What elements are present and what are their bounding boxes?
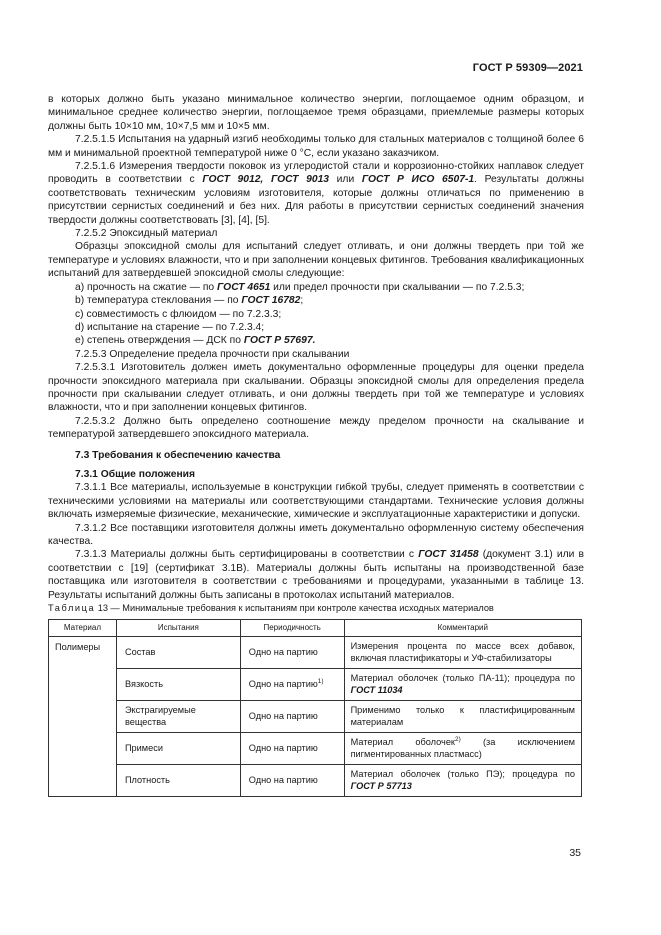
table-row <box>49 733 582 765</box>
list-item: d) испытание на старение — по 7.2.3.4; <box>75 321 265 333</box>
standard-reference: ГОСТ 16782 <box>241 295 301 307</box>
comment-cell: Применимо только к пластифицированным материалам <box>344 701 581 733</box>
test-cell: Экстрагируемые вещества <box>116 701 240 733</box>
table-row <box>49 701 582 733</box>
list-item-text: ; <box>300 295 304 307</box>
paragraph: 7.2.5.3.2 Должно быть определено соотношение между пределом прочности на скалывание и температурой затвердевшего эпоксидного материала. <box>48 415 584 441</box>
comment-cell: Измерения процента по массе всех добавок, включая пластификаторы и УФ-стабилизаторы <box>344 637 581 669</box>
standard-reference: ГОСТ Р 57697. <box>243 335 316 347</box>
footnote-mark: 1) <box>317 677 324 685</box>
footnote-mark: 2) <box>454 735 461 743</box>
standard-reference: ГОСТ 31458 <box>418 549 479 561</box>
column-header-tests: Испытания <box>116 620 240 637</box>
standard-header: ГОСТ Р 59309—2021 <box>472 62 583 74</box>
comment-cell <box>344 669 581 701</box>
column-header-comment: Комментарий <box>344 620 581 637</box>
test-cell: Плотность <box>116 765 240 797</box>
paragraph: в которых должно быть указано минимальное количество энергии, поглощаемое одним образцом, и минимальное среднее количество энергии, поглощаемое тремя образцами, приемлемые размеры которых должны быть 10×10 мм, 10×7,5 мм и 10×5 мм. <box>48 94 584 132</box>
period-cell: Одно на партию <box>240 733 344 765</box>
section-heading: 7.3 Требования к обеспечению качества <box>75 449 281 461</box>
list-item-text: b) температура стеклования — по <box>75 295 242 307</box>
list-item <box>48 281 584 294</box>
table-row <box>49 765 582 797</box>
table-caption-label: Таблица <box>48 603 96 614</box>
comment-text: Материал оболочек (только ПА-11); процедура по <box>350 673 575 684</box>
table-row <box>49 637 582 669</box>
subsection-heading: 7.2.5.3 Определение предела прочности при скалывании <box>75 348 350 360</box>
standard-reference: ГОСТ 9012, ГОСТ 9013 <box>202 174 330 186</box>
list-item: c) совместимость с флюидом — по 7.2.3.3; <box>75 308 282 320</box>
comment-text: Материал оболочек <box>350 737 455 748</box>
list-item <box>48 334 584 347</box>
column-header-periodicity: Периодичность <box>240 620 344 637</box>
period-cell: Одно на партию <box>240 637 344 669</box>
paragraph: Образцы эпоксидной смолы для испытаний следует отливать, и они должны твердеть при той же температуре и условиях влажности, что и при заполнении концевых фитингов. Требования квалификационных испытаний для затвердевшей эпоксидной смолы следующие: <box>48 241 584 280</box>
paragraph: 7.2.5.3.1 Изготовитель должен иметь документально оформленные процедуры для оценки предела прочности эпоксидного материала при скалывании. Образцы эпоксидной смолы для определения предела прочности при скалывании следует отливать, и они должны твердеть при той же температуре и условиях влажности, что и при заполнении концевых фитингов. <box>48 362 584 414</box>
standard-reference: ГОСТ 4651 <box>217 281 271 293</box>
test-cell: Состав <box>116 637 240 669</box>
table-header-row <box>49 620 582 637</box>
paragraph-text: 7.2.5.1.6 Измерения твердости поковок из углеродистой стали и коррозионно-стойких наплавок следует проводить в соответствии с <box>48 161 584 186</box>
standard-reference: ГОСТ Р 57713 <box>350 780 412 791</box>
paragraph-text: или <box>329 174 362 186</box>
subsection-heading: 7.2.5.2 Эпоксидный материал <box>75 228 218 240</box>
paragraph: 7.3.1.2 Все поставщики изготовителя должны иметь документально оформленную систему обеспечения качества. <box>48 522 584 547</box>
period-cell <box>240 669 344 701</box>
table-row <box>49 669 582 701</box>
list-item-text: e) степень отверждения — ДСК по <box>75 335 244 347</box>
requirements-table <box>48 619 582 797</box>
body-text <box>48 93 584 797</box>
column-header-material: Материал <box>49 620 117 637</box>
standard-reference: ГОСТ 11034 <box>350 684 403 695</box>
table-caption-text: 13 — Минимальные требования к испытаниям при контроле качества исходных материалов <box>95 603 494 614</box>
paragraph: 7.2.5.1.5 Испытания на ударный изгиб необходимы только для стальных материалов с толщиной более 6 мм и минимальной проектной температурой ниже 0 °С, если указано заказчиком. <box>48 134 584 159</box>
standard-reference: ГОСТ Р ИСО 6507-1 <box>361 174 475 186</box>
list-item-text: a) прочность на сжатие — по <box>75 281 217 293</box>
paragraph: 7.3.1.1 Все материалы, используемые в конструкции гибкой трубы, следует применять в соответствии с техническими условиями на материалы или соответствующими стандартами. Технические условия должны включать измеряемые физические, механические, химические и эксплуатационные характеристики и допуски. <box>48 482 584 521</box>
page-number: 35 <box>569 847 581 859</box>
test-cell: Вязкость <box>116 669 240 701</box>
period-cell: Одно на партию <box>240 701 344 733</box>
table-caption <box>48 602 584 614</box>
material-cell: Полимеры <box>49 637 117 797</box>
comment-text: (за исключением пигментированных пластмасс) <box>350 737 575 759</box>
comment-cell <box>344 733 581 765</box>
period-text: Одно на партию <box>248 678 318 689</box>
comment-cell <box>344 765 581 797</box>
list-item <box>48 294 584 307</box>
test-cell: Примеси <box>116 733 240 765</box>
paragraph-text: (документ 3.1) или в соответствии с [19] (сертификат 3.1В). Материалы должны быть испытаны на производственной базе поставщика или изготовителя в соответствии с требованиями и процедурами, указанными в таблице 13. Результаты испытаний должны быть записаны в протоколах испытаний материалов. <box>48 549 584 601</box>
list-item-text: или предел прочности при скалывании — по 7.2.5.3; <box>270 281 525 293</box>
period-cell: Одно на партию <box>240 765 344 797</box>
comment-text: Материал оболочек (только ПЭ); процедура по <box>350 769 575 780</box>
paragraph-text: 7.3.1.3 Материалы должны быть сертифицированы в соответствии с <box>75 549 419 561</box>
subsection-heading: 7.3.1 Общие положения <box>75 468 195 480</box>
paragraph <box>48 548 584 602</box>
paragraph <box>48 160 584 227</box>
paragraph-text: . Результаты должны соответствовать техническим условиям изготовителя, которые должны отличаться по применению в присутствии сернистых соединений и без них. Для работы в присутствии сернистых соединений значения твердости должны соответствовать [3], [4], [5]. <box>48 174 585 226</box>
